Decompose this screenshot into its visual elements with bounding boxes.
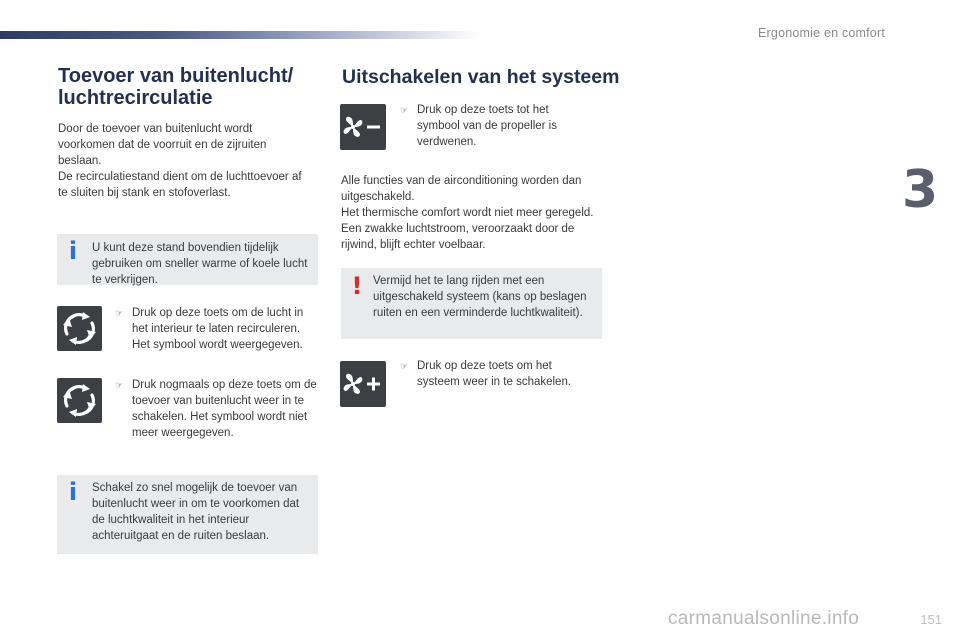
step-bullet-icon: ☞ — [400, 361, 409, 371]
warning-icon: ! — [351, 272, 363, 300]
left-heading: Toevoer van buitenlucht/ luchtrecirculatie — [58, 65, 294, 109]
right-paragraph-1: Alle functies van de airconditioning worden dan uitgeschakeld. — [341, 175, 582, 203]
header-gradient-bar — [0, 31, 480, 39]
left-step-2-text: Druk nogmaals op deze toets om de toevoer van buitenlucht weer in te schakelen. Het symbool wordt niet meer weergegeven. — [132, 379, 317, 439]
info-note-2 — [57, 475, 318, 554]
info-note-2-text: Schakel zo snel mogelijk de toevoer van buitenlucht weer in om te voorkomen dat de luchtkwaliteit in het interieur achteruitgaat en de ruiten beslaan. — [92, 482, 300, 542]
info-icon: i — [68, 478, 78, 506]
chapter-number: 3 — [902, 160, 939, 220]
step-bullet-icon: ☞ — [115, 308, 124, 318]
recirculation-icon — [57, 306, 102, 351]
watermark: carmanualsonline.info — [668, 608, 860, 629]
right-description — [341, 173, 603, 253]
left-step-1-text: Druk op deze toets om de lucht in het interieur te laten recirculeren. Het symbool wordt weergegeven. — [132, 307, 304, 351]
right-paragraph-2: Het thermische comfort wordt niet meer geregeld. Een zwakke luchtstroom, veroorzaakt door de rijwind, blijft echter voelbaar. — [341, 207, 594, 251]
step-bullet-icon: ☞ — [400, 105, 409, 115]
right-heading: Uitschakelen van het systeem — [342, 66, 620, 88]
recirculation-button[interactable] — [57, 306, 102, 351]
right-step-2-text: Druk op deze toets om het systeem weer in te schakelen. — [417, 360, 572, 388]
page-number: 151 — [920, 612, 942, 627]
fan-off-button[interactable] — [340, 104, 386, 150]
info-icon: i — [68, 237, 78, 265]
info-note-1-text: U kunt deze stand bovendien tijdelijk gebruiken om sneller warme of koele lucht te verkrijgen. — [92, 242, 308, 286]
section-title: Ergonomie en comfort — [758, 26, 885, 40]
right-step-1-text: Druk op deze toets tot het symbool van de propeller is verdwenen. — [417, 104, 557, 148]
fan-on-button[interactable] — [340, 361, 386, 407]
warning-note — [341, 268, 602, 339]
recirculation-button-2[interactable] — [57, 378, 102, 423]
warning-note-text: Vermijd het te lang rijden met een uitgeschakeld systeem (kans op beslagen ruiten en een verminderde luchtkwaliteit). — [373, 275, 587, 319]
fan-minus-icon — [340, 104, 386, 150]
recirculation-icon — [57, 378, 102, 423]
left-intro-paragraph-1: Door de toevoer van buitenlucht wordt voorkomen dat de voorruit en de zijruiten beslaan. — [58, 123, 267, 167]
info-note-1 — [57, 234, 318, 285]
fan-plus-icon — [340, 361, 386, 407]
step-bullet-icon: ☞ — [115, 380, 124, 390]
left-intro — [58, 121, 310, 201]
left-intro-paragraph-2: De recirculatiestand dient om de luchttoevoer af te sluiten bij stank en stofoverlast. — [58, 171, 302, 199]
